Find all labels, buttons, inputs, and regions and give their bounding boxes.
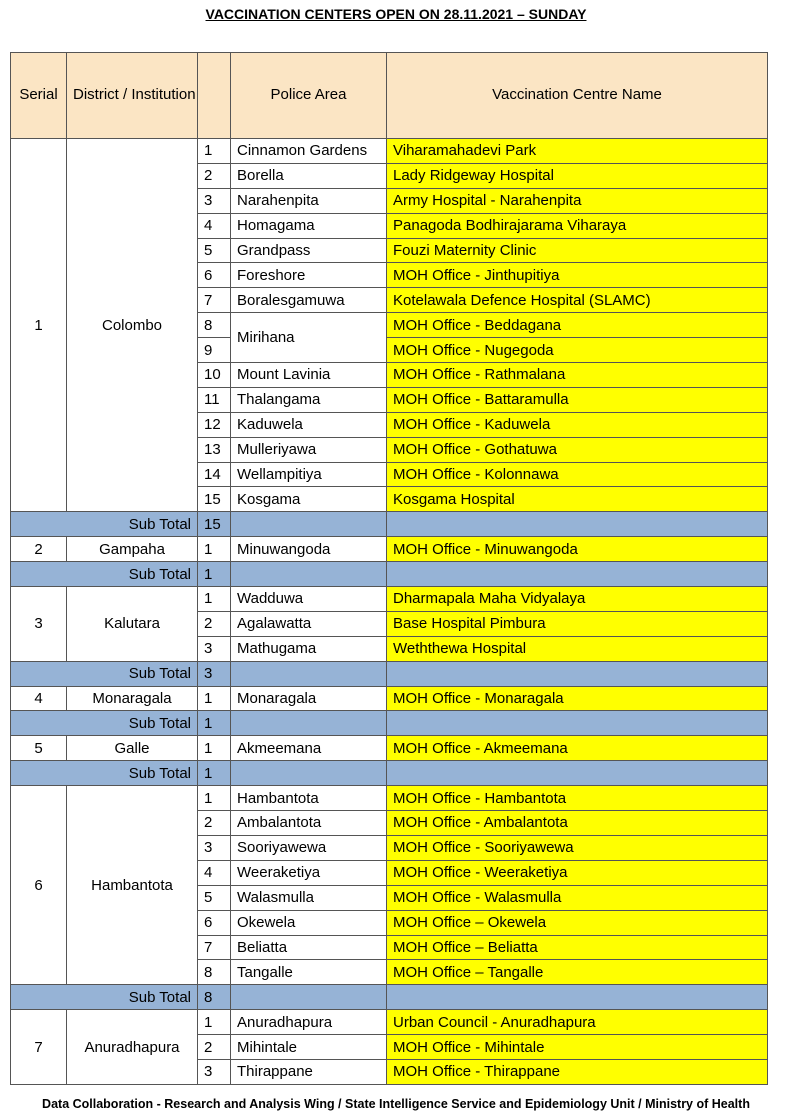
police-area-cell: Sooriyawewa xyxy=(231,835,387,860)
police-area-cell: Homagama xyxy=(231,213,387,238)
row-number-cell: 7 xyxy=(198,288,231,313)
centre-name-cell: Army Hospital - Narahenpita xyxy=(387,188,768,213)
centre-name-cell: MOH Office - Walasmulla xyxy=(387,885,768,910)
centre-name-cell: Fouzi Maternity Clinic xyxy=(387,238,768,263)
police-area-cell: Wadduwa xyxy=(231,587,387,612)
centre-name-cell: MOH Office - Mihintale xyxy=(387,1035,768,1060)
serial-cell: 3 xyxy=(11,587,67,662)
row-number-cell: 11 xyxy=(198,387,231,412)
header-serial: Serial xyxy=(11,53,67,139)
row-number-cell: 2 xyxy=(198,1035,231,1060)
row-number-cell: 1 xyxy=(198,686,231,711)
police-area-cell: Mathugama xyxy=(231,636,387,661)
footer-credit: Data Collaboration - Research and Analysis Wing / State Intelligence Service and Epidemiology Unit / Ministry of Health xyxy=(42,1097,750,1111)
subtotal-empty xyxy=(387,985,768,1010)
subtotal-empty xyxy=(231,761,387,786)
serial-cell: 7 xyxy=(11,1010,67,1085)
centre-name-cell: Kosgama Hospital xyxy=(387,487,768,512)
row-number-cell: 10 xyxy=(198,363,231,388)
serial-cell: 5 xyxy=(11,736,67,761)
centre-name-cell: MOH Office - Rathmalana xyxy=(387,363,768,388)
police-area-cell: Grandpass xyxy=(231,238,387,263)
serial-cell: 2 xyxy=(11,537,67,562)
centre-name-cell: Panagoda Bodhirajarama Viharaya xyxy=(387,213,768,238)
table-body xyxy=(11,139,768,1085)
subtotal-value: 1 xyxy=(198,562,231,587)
row-number-cell: 1 xyxy=(198,537,231,562)
police-area-cell: Monaragala xyxy=(231,686,387,711)
centre-name-cell: Dharmapala Maha Vidyalaya xyxy=(387,587,768,612)
subtotal-row xyxy=(11,512,768,537)
subtotal-empty xyxy=(387,661,768,686)
header-district: District / Institution xyxy=(67,53,198,139)
row-number-cell: 15 xyxy=(198,487,231,512)
row-number-cell: 5 xyxy=(198,238,231,263)
district-cell: Gampaha xyxy=(67,537,198,562)
centre-name-cell: MOH Office – Tangalle xyxy=(387,960,768,985)
centre-name-cell: MOH Office - Gothatuwa xyxy=(387,437,768,462)
row-number-cell: 3 xyxy=(198,636,231,661)
police-area-cell: Thirappane xyxy=(231,1059,387,1084)
subtotal-row xyxy=(11,661,768,686)
centre-name-cell: MOH Office - Akmeemana xyxy=(387,736,768,761)
row-number-cell: 6 xyxy=(198,263,231,288)
police-area-cell: Foreshore xyxy=(231,263,387,288)
police-area-cell: Mihintale xyxy=(231,1035,387,1060)
row-number-cell: 4 xyxy=(198,213,231,238)
subtotal-row xyxy=(11,562,768,587)
centre-name-cell: MOH Office - Kolonnawa xyxy=(387,462,768,487)
police-area-cell: Mulleriyawa xyxy=(231,437,387,462)
subtotal-row xyxy=(11,985,768,1010)
centre-name-cell: Urban Council - Anuradhapura xyxy=(387,1010,768,1035)
centre-name-cell: Kotelawala Defence Hospital (SLAMC) xyxy=(387,288,768,313)
subtotal-value: 15 xyxy=(198,512,231,537)
table-row xyxy=(11,736,768,761)
centre-name-cell: MOH Office - Jinthupitiya xyxy=(387,263,768,288)
centre-name-cell: MOH Office - Kaduwela xyxy=(387,412,768,437)
subtotal-label: Sub Total xyxy=(11,711,198,736)
vaccination-centers-table xyxy=(10,52,768,1085)
subtotal-value: 1 xyxy=(198,761,231,786)
subtotal-empty xyxy=(231,711,387,736)
serial-cell: 6 xyxy=(11,786,67,985)
police-area-cell: Mirihana xyxy=(231,313,387,363)
header-police-area: Police Area xyxy=(231,53,387,139)
subtotal-value: 8 xyxy=(198,985,231,1010)
subtotal-label: Sub Total xyxy=(11,985,198,1010)
row-number-cell: 9 xyxy=(198,338,231,363)
table-row xyxy=(11,1010,768,1035)
centre-name-cell: MOH Office – Okewela xyxy=(387,910,768,935)
centre-name-cell: MOH Office - Ambalantota xyxy=(387,811,768,836)
centre-name-cell: MOH Office - Sooriyawewa xyxy=(387,835,768,860)
subtotal-row xyxy=(11,761,768,786)
centre-name-cell: MOH Office – Beliatta xyxy=(387,935,768,960)
centre-name-cell: MOH Office - Thirappane xyxy=(387,1059,768,1084)
subtotal-empty xyxy=(387,512,768,537)
row-number-cell: 3 xyxy=(198,188,231,213)
police-area-cell: Mount Lavinia xyxy=(231,363,387,388)
subtotal-empty xyxy=(231,985,387,1010)
serial-cell: 4 xyxy=(11,686,67,711)
row-number-cell: 4 xyxy=(198,860,231,885)
district-cell: Kalutara xyxy=(67,587,198,662)
row-number-cell: 6 xyxy=(198,910,231,935)
table-row xyxy=(11,686,768,711)
subtotal-label: Sub Total xyxy=(11,661,198,686)
page-title: VACCINATION CENTERS OPEN ON 28.11.2021 – SUNDAY xyxy=(205,6,587,22)
serial-cell: 1 xyxy=(11,139,67,512)
police-area-cell: Boralesgamuwa xyxy=(231,288,387,313)
police-area-cell: Kosgama xyxy=(231,487,387,512)
row-number-cell: 5 xyxy=(198,885,231,910)
row-number-cell: 1 xyxy=(198,1010,231,1035)
police-area-cell: Hambantota xyxy=(231,786,387,811)
row-number-cell: 8 xyxy=(198,313,231,338)
district-cell: Galle xyxy=(67,736,198,761)
police-area-cell: Borella xyxy=(231,163,387,188)
row-number-cell: 1 xyxy=(198,587,231,612)
subtotal-empty xyxy=(387,761,768,786)
header-number xyxy=(198,53,231,139)
table-row xyxy=(11,587,768,612)
subtotal-value: 1 xyxy=(198,711,231,736)
police-area-cell: Tangalle xyxy=(231,960,387,985)
centre-name-cell: MOH Office - Beddagana xyxy=(387,313,768,338)
row-number-cell: 2 xyxy=(198,811,231,836)
centre-name-cell: MOH Office - Battaramulla xyxy=(387,387,768,412)
police-area-cell: Akmeemana xyxy=(231,736,387,761)
row-number-cell: 3 xyxy=(198,1059,231,1084)
row-number-cell: 2 xyxy=(198,611,231,636)
police-area-cell: Anuradhapura xyxy=(231,1010,387,1035)
header-centre-name: Vaccination Centre Name xyxy=(387,53,768,139)
centre-name-cell: MOH Office - Nugegoda xyxy=(387,338,768,363)
district-cell: Colombo xyxy=(67,139,198,512)
police-area-cell: Ambalantota xyxy=(231,811,387,836)
police-area-cell: Minuwangoda xyxy=(231,537,387,562)
police-area-cell: Agalawatta xyxy=(231,611,387,636)
centre-name-cell: MOH Office - Minuwangoda xyxy=(387,537,768,562)
row-number-cell: 3 xyxy=(198,835,231,860)
row-number-cell: 14 xyxy=(198,462,231,487)
district-cell: Anuradhapura xyxy=(67,1010,198,1085)
row-number-cell: 1 xyxy=(198,139,231,164)
row-number-cell: 1 xyxy=(198,786,231,811)
district-cell: Monaragala xyxy=(67,686,198,711)
police-area-cell: Cinnamon Gardens xyxy=(231,139,387,164)
subtotal-label: Sub Total xyxy=(11,562,198,587)
row-number-cell: 1 xyxy=(198,736,231,761)
centre-name-cell: MOH Office - Monaragala xyxy=(387,686,768,711)
subtotal-row xyxy=(11,711,768,736)
centre-name-cell: Weththewa Hospital xyxy=(387,636,768,661)
police-area-cell: Weeraketiya xyxy=(231,860,387,885)
subtotal-empty xyxy=(231,661,387,686)
police-area-cell: Walasmulla xyxy=(231,885,387,910)
row-number-cell: 12 xyxy=(198,412,231,437)
row-number-cell: 2 xyxy=(198,163,231,188)
subtotal-label: Sub Total xyxy=(11,512,198,537)
table-row xyxy=(11,786,768,811)
row-number-cell: 13 xyxy=(198,437,231,462)
centre-name-cell: Viharamahadevi Park xyxy=(387,139,768,164)
subtotal-empty xyxy=(387,711,768,736)
police-area-cell: Beliatta xyxy=(231,935,387,960)
police-area-cell: Narahenpita xyxy=(231,188,387,213)
table-header-row xyxy=(11,53,768,139)
centre-name-cell: MOH Office - Weeraketiya xyxy=(387,860,768,885)
police-area-cell: Okewela xyxy=(231,910,387,935)
police-area-cell: Wellampitiya xyxy=(231,462,387,487)
police-area-cell: Kaduwela xyxy=(231,412,387,437)
centre-name-cell: Base Hospital Pimbura xyxy=(387,611,768,636)
subtotal-value: 3 xyxy=(198,661,231,686)
row-number-cell: 8 xyxy=(198,960,231,985)
table-row xyxy=(11,139,768,164)
table-row xyxy=(11,537,768,562)
district-cell: Hambantota xyxy=(67,786,198,985)
police-area-cell: Thalangama xyxy=(231,387,387,412)
centre-name-cell: MOH Office - Hambantota xyxy=(387,786,768,811)
subtotal-empty xyxy=(231,512,387,537)
subtotal-empty xyxy=(231,562,387,587)
row-number-cell: 7 xyxy=(198,935,231,960)
subtotal-empty xyxy=(387,562,768,587)
centre-name-cell: Lady Ridgeway Hospital xyxy=(387,163,768,188)
subtotal-label: Sub Total xyxy=(11,761,198,786)
